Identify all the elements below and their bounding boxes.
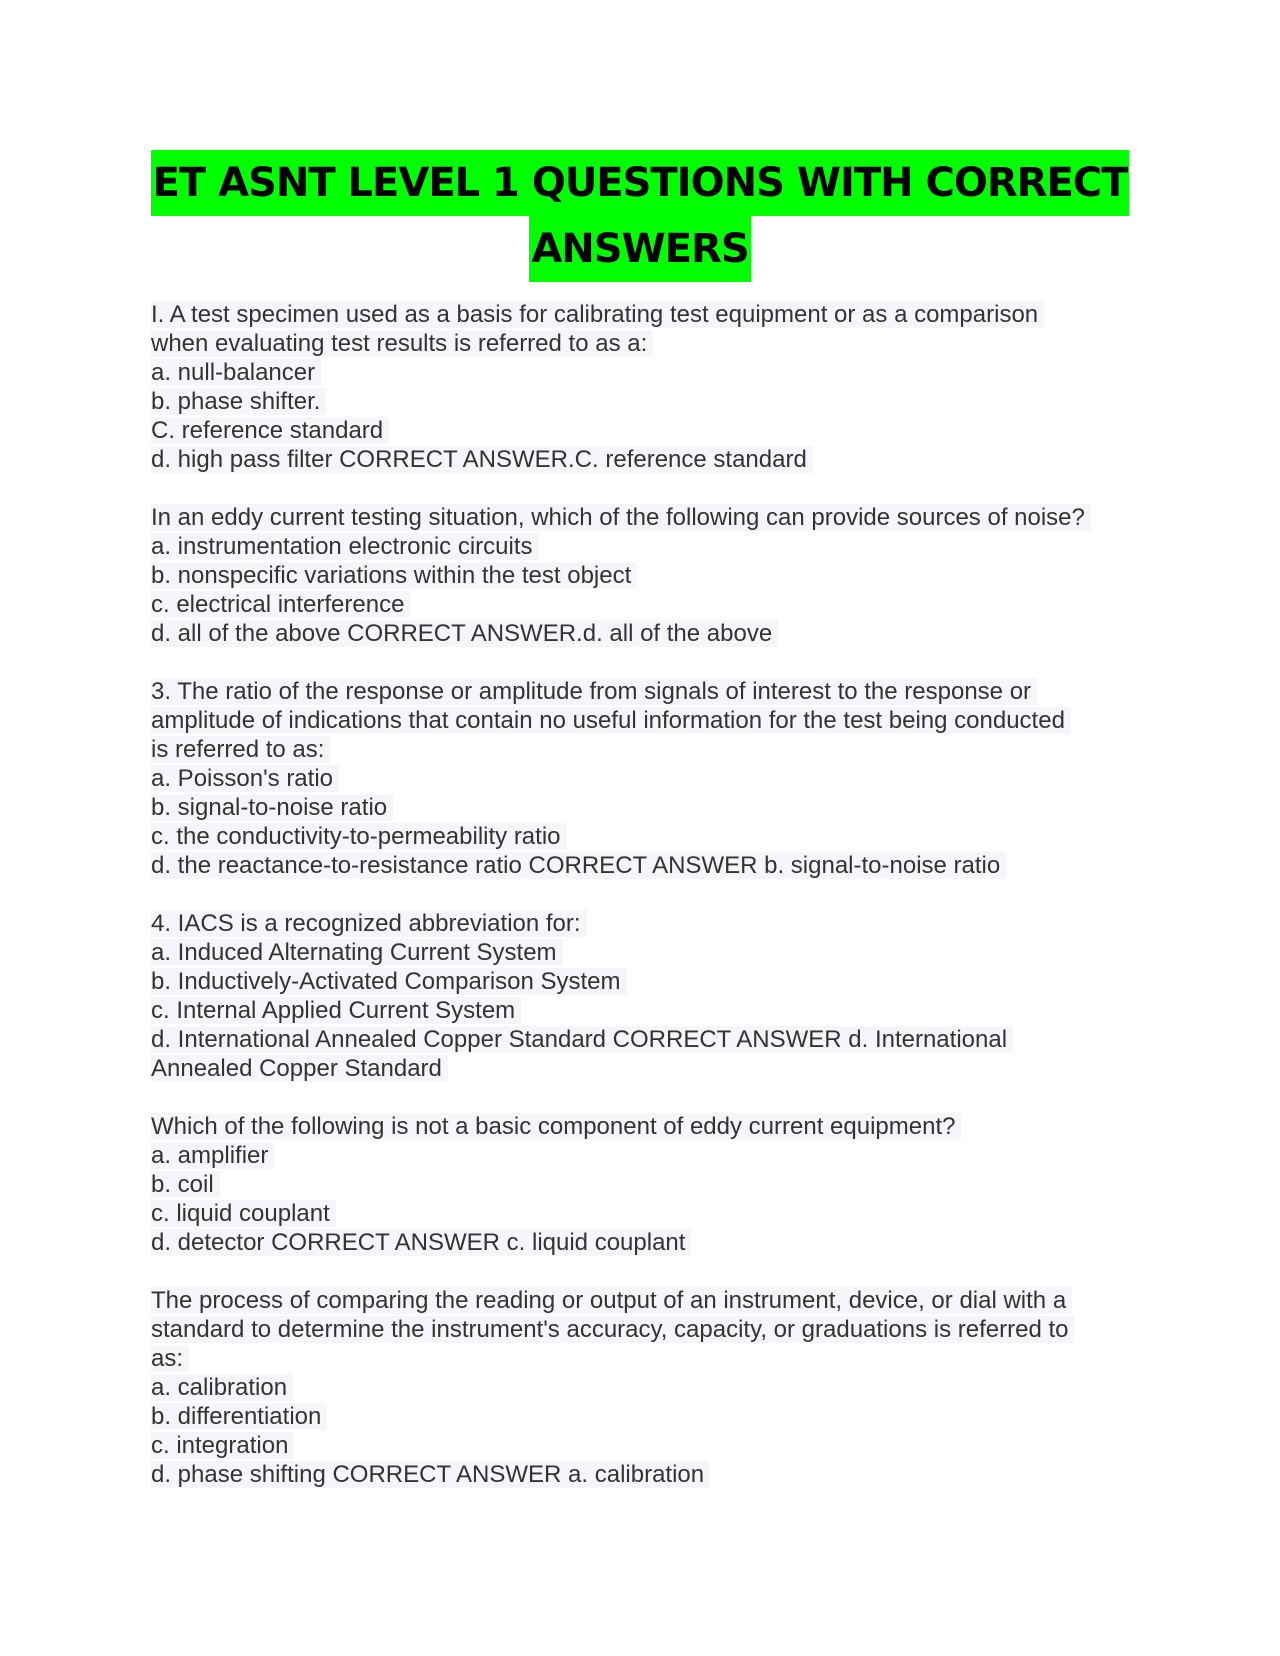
question-line	[151, 1054, 1141, 1083]
question-block	[151, 1286, 1141, 1489]
question-line-text: when evaluating test results is referred to as a:	[151, 330, 653, 357]
question-line-text: amplitude of indications that contain no useful information for the test being conducted	[151, 707, 1071, 734]
question-block	[151, 503, 1141, 648]
question-line	[151, 1315, 1141, 1344]
question-list	[151, 300, 1141, 1518]
question-line	[151, 1402, 1141, 1431]
question-line	[151, 1199, 1141, 1228]
question-line	[151, 677, 1141, 706]
question-line	[151, 532, 1141, 561]
question-line	[151, 1141, 1141, 1170]
question-line	[151, 503, 1141, 532]
question-block	[151, 677, 1141, 880]
question-line	[151, 1170, 1141, 1199]
question-line	[151, 938, 1141, 967]
title-line-2: ANSWERS	[529, 216, 750, 282]
question-line-text: b. signal-to-noise ratio	[151, 794, 393, 821]
question-line	[151, 416, 1141, 445]
question-block	[151, 300, 1141, 474]
question-line-text: d. International Annealed Copper Standard CORRECT ANSWER d. International	[151, 1026, 1013, 1053]
question-line-text: d. high pass filter CORRECT ANSWER.C. reference standard	[151, 446, 813, 473]
title-line-1: ET ASNT LEVEL 1 QUESTIONS WITH CORRECT	[151, 150, 1130, 216]
question-line	[151, 1025, 1141, 1054]
question-line	[151, 851, 1141, 880]
question-line	[151, 706, 1141, 735]
question-line-text: The process of comparing the reading or output of an instrument, device, or dial with a	[151, 1287, 1072, 1314]
question-line	[151, 909, 1141, 938]
question-line-text: c. the conductivity-to-permeability ratio	[151, 823, 567, 850]
question-line-text: b. nonspecific variations within the test object	[151, 562, 637, 589]
question-line-text: a. Induced Alternating Current System	[151, 939, 563, 966]
question-line	[151, 329, 1141, 358]
question-line-text: I. A test specimen used as a basis for calibrating test equipment or as a comparison	[151, 301, 1044, 328]
question-line-text: c. electrical interference	[151, 591, 410, 618]
question-line-text: b. differentiation	[151, 1403, 327, 1430]
question-line	[151, 764, 1141, 793]
question-line-text: d. phase shifting CORRECT ANSWER a. calibration	[151, 1461, 710, 1488]
question-block	[151, 909, 1141, 1083]
question-line-text: Annealed Copper Standard	[151, 1055, 448, 1082]
question-line	[151, 1228, 1141, 1257]
question-line-text: standard to determine the instrument's accuracy, capacity, or graduations is referred to	[151, 1316, 1074, 1343]
question-line-text: 3. The ratio of the response or amplitude from signals of interest to the response or	[151, 678, 1037, 705]
question-line	[151, 619, 1141, 648]
question-line-text: d. detector CORRECT ANSWER c. liquid couplant	[151, 1229, 691, 1256]
question-line-text: b. Inductively-Activated Comparison System	[151, 968, 627, 995]
question-line-text: b. coil	[151, 1171, 220, 1198]
question-line-text: Which of the following is not a basic component of eddy current equipment?	[151, 1113, 961, 1140]
question-line	[151, 1373, 1141, 1402]
question-line-text: a. calibration	[151, 1374, 293, 1401]
question-line	[151, 1112, 1141, 1141]
question-line-text: is referred to as:	[151, 736, 330, 763]
question-line-text: a. null-balancer	[151, 359, 321, 386]
question-line	[151, 358, 1141, 387]
question-line-text: b. phase shifter.	[151, 388, 326, 415]
question-line	[151, 1286, 1141, 1315]
question-line-text: d. the reactance-to-resistance ratio CORRECT ANSWER b. signal-to-noise ratio	[151, 852, 1006, 879]
question-line	[151, 590, 1141, 619]
question-line	[151, 996, 1141, 1025]
question-line	[151, 300, 1141, 329]
question-line	[151, 967, 1141, 996]
question-line	[151, 561, 1141, 590]
question-line-text: c. integration	[151, 1432, 294, 1459]
question-line	[151, 793, 1141, 822]
question-line-text: 4. IACS is a recognized abbreviation for:	[151, 910, 587, 937]
question-line	[151, 387, 1141, 416]
question-line-text: a. Poisson's ratio	[151, 765, 339, 792]
question-line-text: C. reference standard	[151, 417, 389, 444]
question-line	[151, 1431, 1141, 1460]
question-line-text: a. amplifier	[151, 1142, 274, 1169]
question-line	[151, 1344, 1141, 1373]
question-line	[151, 735, 1141, 764]
document-title	[0, 150, 1280, 282]
question-line-text: c. Internal Applied Current System	[151, 997, 521, 1024]
question-line-text: In an eddy current testing situation, which of the following can provide sources of noise?	[151, 504, 1091, 531]
question-line-text: as:	[151, 1345, 189, 1372]
question-line-text: a. instrumentation electronic circuits	[151, 533, 539, 560]
question-line	[151, 822, 1141, 851]
question-block	[151, 1112, 1141, 1257]
question-line	[151, 445, 1141, 474]
question-line-text: c. liquid couplant	[151, 1200, 336, 1227]
question-line	[151, 1460, 1141, 1489]
question-line-text: d. all of the above CORRECT ANSWER.d. all of the above	[151, 620, 778, 647]
